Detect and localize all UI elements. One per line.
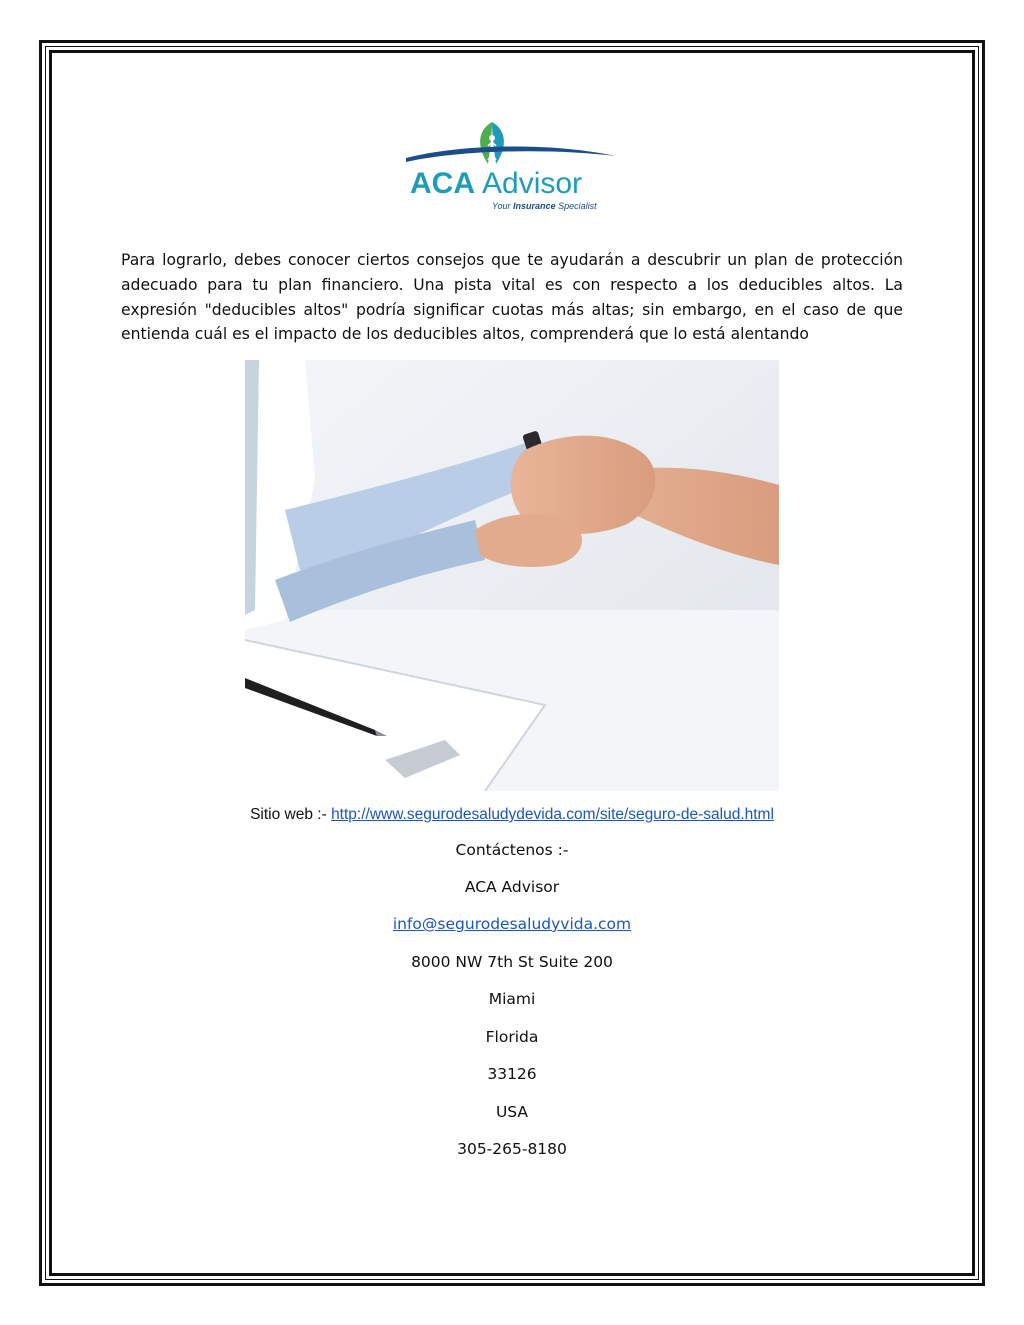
- website-link[interactable]: http://www.segurodesaludydevida.com/site/seguro-de-salud.html: [331, 806, 774, 823]
- website-line: [0, 806, 1024, 824]
- contact-state: Florida: [485, 1028, 539, 1046]
- contact-company: ACA Advisor: [464, 878, 560, 896]
- website-label: Sitio web :-: [250, 806, 332, 823]
- handshake-photo: [245, 360, 779, 791]
- contact-phone: 305-265-8180: [457, 1140, 567, 1158]
- contact-email-link[interactable]: info@segurodesaludyvida.com: [392, 915, 632, 933]
- contact-address: 8000 NW 7th St Suite 200: [411, 953, 613, 971]
- contact-heading: Contáctenos :-: [455, 841, 569, 859]
- contact-email-line: [0, 915, 1024, 933]
- logo-brand-bold: ACA: [410, 167, 475, 200]
- aca-advisor-logo: [400, 118, 620, 218]
- logo-tagline-bold: Insurance: [513, 201, 556, 211]
- logo-tagline-suffix: Specialist: [558, 201, 597, 211]
- contact-city: Miami: [488, 990, 536, 1008]
- logo-brand-light: Advisor: [482, 167, 583, 200]
- contact-country: USA: [495, 1103, 529, 1121]
- intro-paragraph: Para lograrlo, debes conocer ciertos consejos que te ayudarán a descubrir un plan de protección adecuado para tu plan financiero. Una pista vital es con respecto a los deducibles altos. La expresión "deducibles altos" podría significar cuotas más altas; sin embargo, en el caso de que entienda cuál es el impacto de los deducibles altos, comprenderá que lo está alentando: [121, 251, 903, 344]
- logo-tagline-prefix: Your: [492, 201, 511, 211]
- contact-zip: 33126: [487, 1065, 537, 1083]
- svg-text:Your Insurance Spe: [492, 201, 597, 211]
